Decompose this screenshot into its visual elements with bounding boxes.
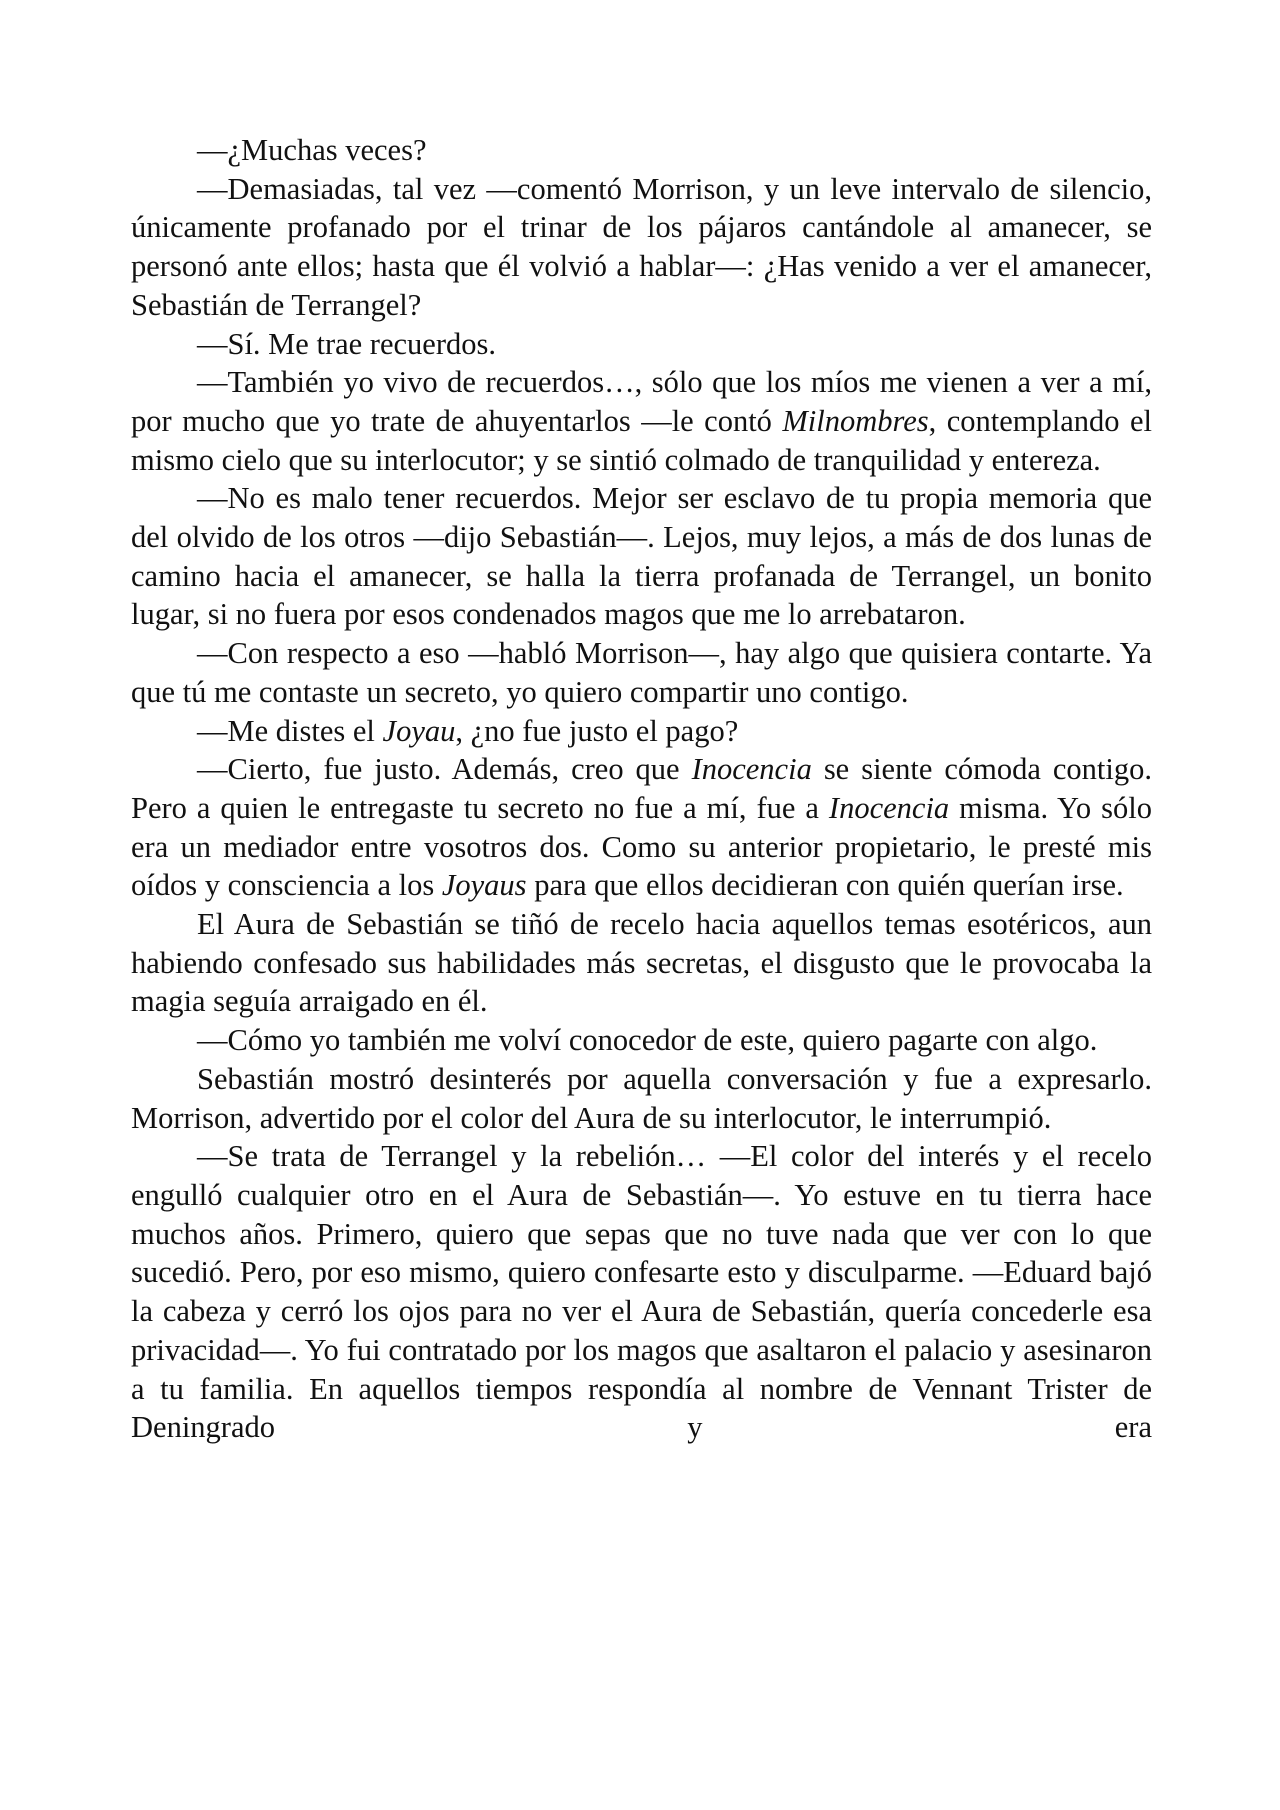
italic-text: Inocencia <box>828 790 950 825</box>
text-run: —Se trata de Terrangel y la rebelión… —El color del interés y el recelo engulló cualquier otro en el Aura de Sebastián—. Yo estuve en tu tierra hace muchos años. Primero, quiero que sepas que no tuve nada que ver con lo que sucedió. Pero, por eso mismo, quiero confesarte esto y disculparme. —Eduard bajó la cabeza y cerró los ojos para no ver el Aura de Sebastián, quería concederle esa privacidad—. Yo fui contratado por los magos que asaltaron el palacio y asesinaron a tu familia. En aquellos tiempos respondía al nombre de Vennant Trister de Deningrado y era <box>131 1139 1152 1445</box>
text-run: —Demasiadas, tal vez —comentó Morrison, y un leve intervalo de silencio, únicamente profanado por el trinar de los pájaros cantándole al amanecer, se personó ante ellos; hasta que él volvió a hablar—: ¿Has venido a ver el amanecer, Sebastián de Terrangel? <box>131 171 1152 322</box>
italic-text: Milnombres <box>782 403 929 438</box>
body-text <box>131 131 1152 1447</box>
text-run: —Cierto, fue justo. Además, creo que <box>197 752 692 787</box>
text-run: —También yo vivo de recuerdos…, sólo que los míos me vienen a ver a mí, por mucho que yo trate de ahuyentarlos —le contó <box>131 365 1152 438</box>
paragraph <box>131 363 1152 479</box>
paragraph <box>131 1021 1152 1060</box>
paragraph <box>131 634 1152 711</box>
paragraph <box>131 479 1152 634</box>
paragraph <box>131 170 1152 325</box>
italic-text: Joyaus <box>441 868 527 903</box>
text-run: —Con respecto a eso —habló Morrison—, hay algo que quisiera contarte. Ya que tú me contaste un secreto, yo quiero compartir uno contigo. <box>131 636 1152 709</box>
paragraph <box>131 325 1152 364</box>
text-run: El Aura de Sebastián se tiñó de recelo hacia aquellos temas esotéricos, aun habiendo confesado sus habilidades más secretas, el disgusto que le provocaba la magia seguía arraigado en él. <box>131 907 1152 1019</box>
paragraph <box>131 712 1152 751</box>
paragraph <box>131 1137 1152 1447</box>
text-run: para que ellos decidieran con quién querían irse. <box>526 868 1124 903</box>
text-run: Sebastián mostró desinterés por aquella conversación y fue a expresarlo. Morrison, advertido por el color del Aura de su interlocutor, le interrumpió. <box>131 1061 1152 1135</box>
text-run: —No es malo tener recuerdos. Mejor ser esclavo de tu propia memoria que del olvido de los otros —dijo Sebastián—. Lejos, muy lejos, a más de dos lunas de camino hacia el amanecer, se halla la tierra profanada de Terrangel, un bonito lugar, si no fuera por esos condenados magos que me lo arrebataron. <box>131 481 1152 632</box>
italic-text: Inocencia <box>691 752 812 787</box>
paragraph <box>131 905 1152 1021</box>
italic-text: Joyau <box>382 713 456 748</box>
text-run: , contemplando el mismo cielo que su interlocutor; y se sintió colmado de tranquilidad y entereza. <box>131 403 1153 477</box>
text-run: —¿Muchas veces? <box>197 133 427 167</box>
text-run: —Sí. Me trae recuerdos. <box>197 326 496 361</box>
text-run: se siente cómoda contigo. Pero a quien le entregaste tu secreto no fue a mí, fue a <box>131 752 1152 825</box>
text-run: misma. Yo sólo era un mediador entre vosotros dos. Como su anterior propietario, le presté mis oídos y consciencia a los <box>131 790 1152 903</box>
text-run: —Cómo yo también me volví conocedor de este, quiero pagarte con algo. <box>197 1023 1098 1058</box>
paragraph <box>131 750 1152 905</box>
text-run: , ¿no fue justo el pago? <box>455 713 739 748</box>
paragraph <box>131 131 1152 170</box>
paragraph <box>131 1060 1152 1137</box>
text-run: —Me distes el <box>197 713 383 748</box>
